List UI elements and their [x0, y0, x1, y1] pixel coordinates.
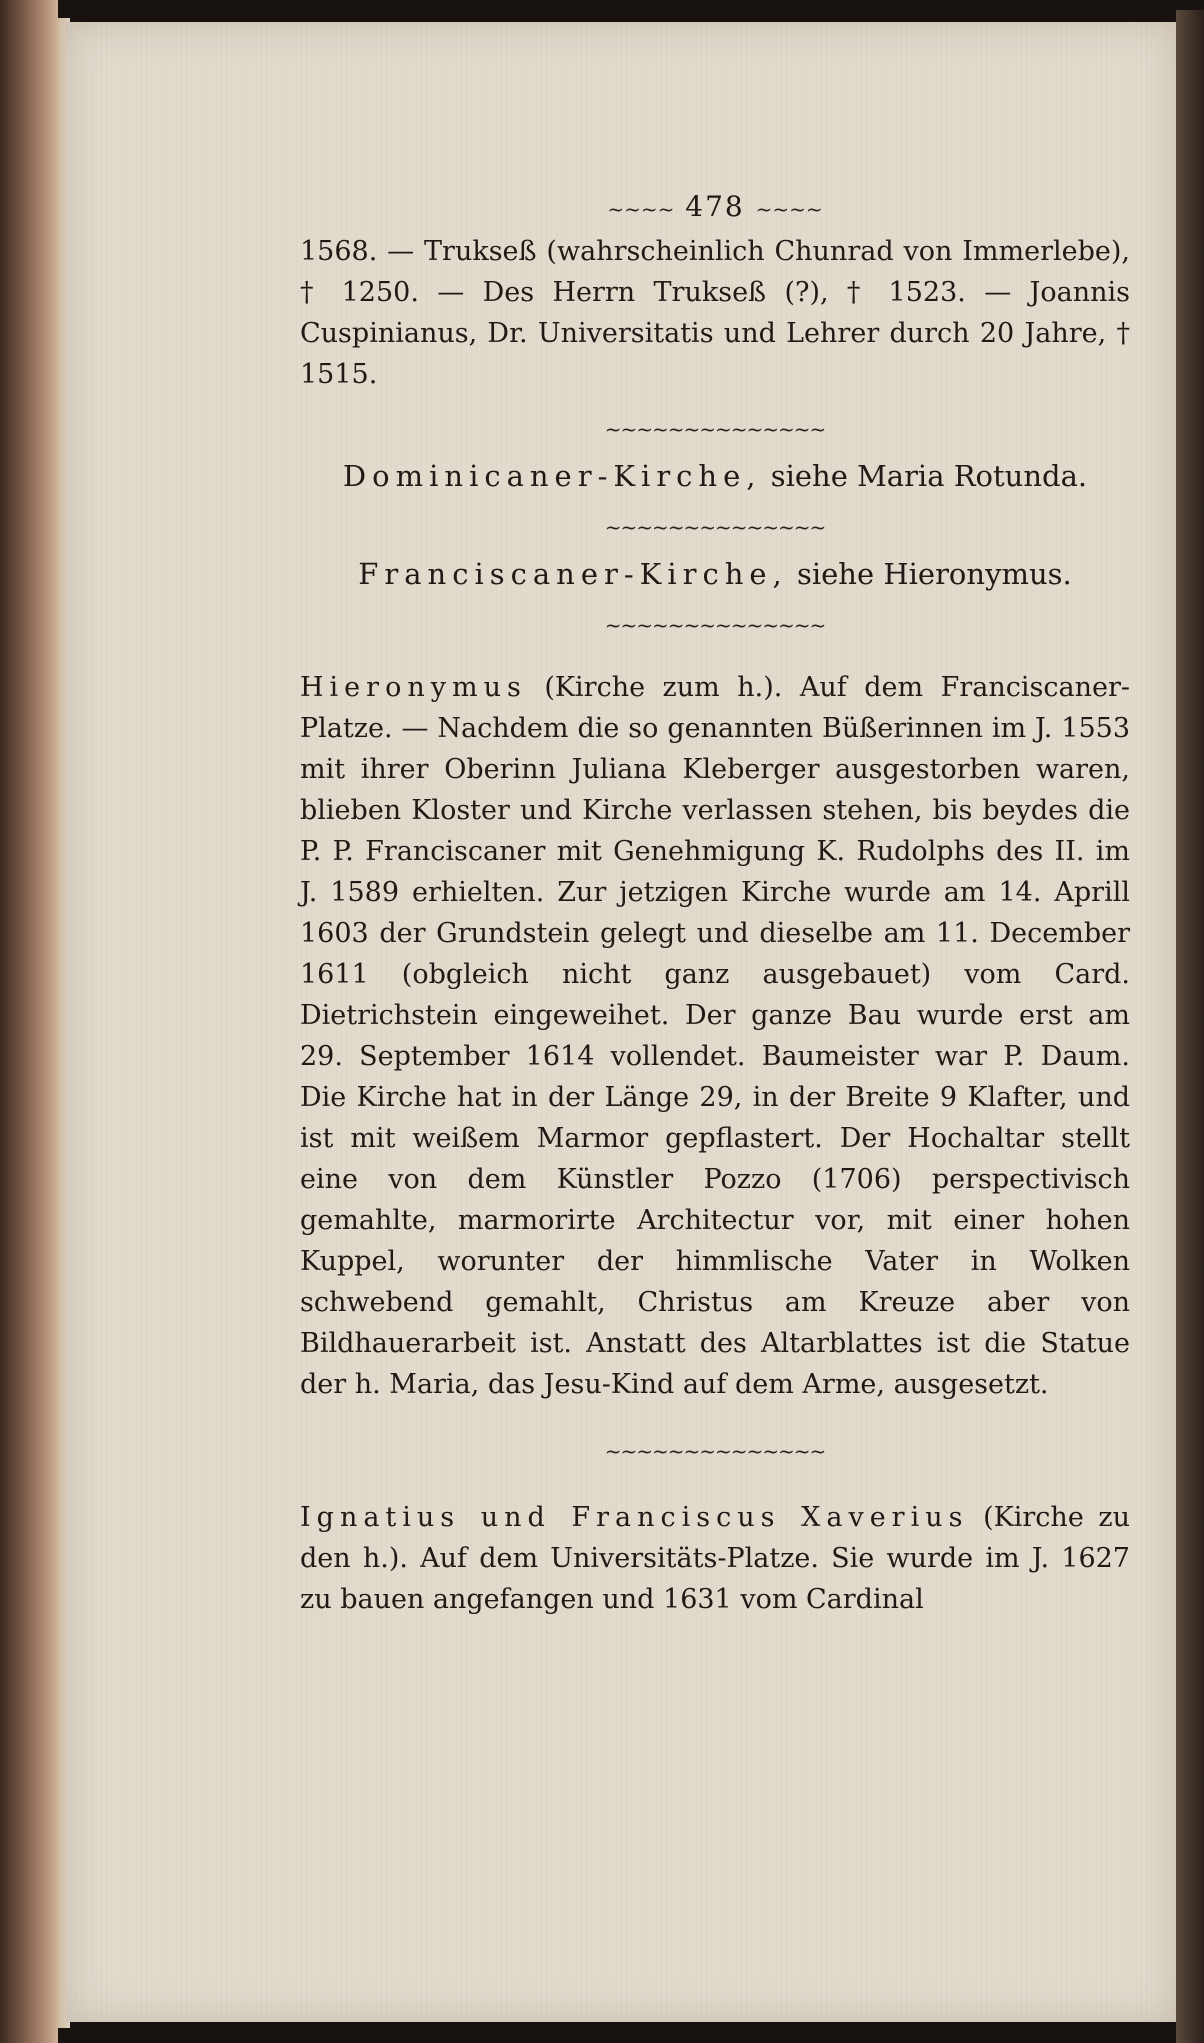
- entry-hieronymus-text: (Kirche zum h.). Auf dem Franciscaner-Platze. — Nachdem die so genannten Büßerinnen im J. 1553 mit ihrer Oberinn Juliana Kleberger ausgestorben waren, blieben Kloster und Kirche verlassen stehen, bis beydes die P. P. Franciscaner mit Genehmigung K. Rudolphs des II. im J. 1589 erhielten. Zur jetzigen Kirche wurde am 14. Aprill 1603 der Grundstein gelegt und dieselbe am 11. December 1611 (obgleich nicht ganz ausgebauet) vom Card. Dietrichstein eingeweihet. Der ganze Bau wurde erst am 29. September 1614 vollendet. Baumeister war P. Daum. Die Kirche hat in der Länge 29, in der Breite 9 Klafter, und ist mit weißem Marmor gepflastert. Der Hochaltar stellt eine von dem Künstler Pozzo (1706) perspectivisch gemahlte, marmorirte Architectur vor, mit einer hohen Kuppel, worunter der himmlische Vater in Wolken schwebend gemahlt, Christus am Kreuze aber von Bildhauerarbeit ist. Anstatt des Altarblattes ist die Statue der h. Maria, das Jesu-Kind auf dem Arme, ausgesetzt.: [300, 672, 1130, 1400]
- page-content: [300, 190, 1130, 1620]
- section-divider-3: ~~~~~~~~~~~~~~: [604, 613, 826, 637]
- entry-hieronymus-title: Hieronymus: [300, 672, 527, 703]
- section-divider-2: ~~~~~~~~~~~~~~: [604, 515, 826, 539]
- entry-ignatius-title: Ignatius und Franciscus Xaverius: [300, 1502, 969, 1533]
- page-number: 478: [685, 190, 745, 223]
- section-divider-4: ~~~~~~~~~~~~~~: [604, 1439, 826, 1463]
- section-divider-1: ~~~~~~~~~~~~~~: [604, 417, 826, 441]
- entry-franciscaner-ref: siehe Hieronymus.: [787, 557, 1072, 591]
- page-folio: [300, 190, 1130, 223]
- entry-continuation: 1568. — Trukseß (wahrscheinlich Chunrad von Immerlebe), † 1250. — Des Herrn Trukseß (?), † 1523. — Joannis Cuspinianus, Dr. Universitatis und Lehrer durch 20 Jahre, † 1515.: [300, 236, 1130, 390]
- entry-dominicaner-ref: siehe Maria Rotunda.: [761, 459, 1088, 493]
- entry-ignatius: [300, 1497, 1130, 1620]
- right-page-edge: [1176, 10, 1204, 2043]
- entry-dominicaner-title: Dominicaner-Kirche,: [342, 459, 762, 493]
- entry-hieronymus: [300, 667, 1130, 1405]
- entry-franciscaner: [300, 557, 1130, 591]
- folio-ornament-right: ~~~~: [755, 197, 823, 221]
- entry-ignatius-text: (Kirche zu den h.). Auf dem Universitäts-Platze. Sie wurde im J. 1627 zu bauen angefangen und 1631 vom Cardinal: [300, 1502, 1131, 1615]
- folio-ornament-left: ~~~~: [607, 197, 675, 221]
- book-spine: [0, 0, 58, 2043]
- entry-dominicaner: [300, 459, 1130, 493]
- entry-franciscaner-title: Franciscaner-Kirche,: [358, 557, 788, 591]
